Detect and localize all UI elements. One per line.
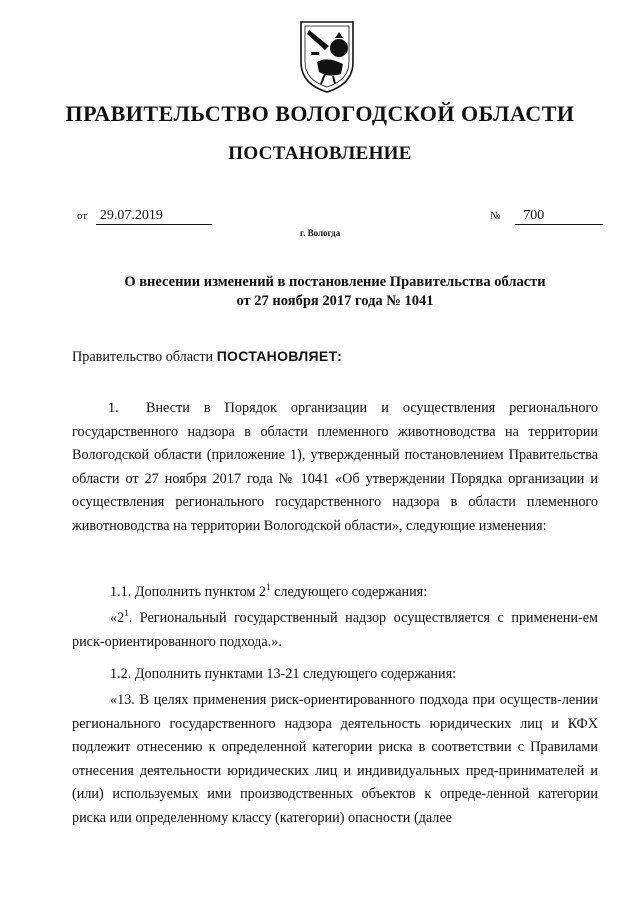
paragraph-1-1 xyxy=(72,581,598,605)
paragraph-1-number: 1. xyxy=(108,400,119,416)
coat-of-arms-icon xyxy=(295,18,359,94)
quote-point-2-1 xyxy=(72,607,598,654)
subject-line-1: О внесении изменений в постановление Правительства области xyxy=(124,274,546,290)
resolves-line xyxy=(72,345,598,370)
paragraph-1-2: 1.2. Дополнить пунктами 13-21 следующего содержания: xyxy=(110,666,457,682)
quote-2-open: «2 xyxy=(110,610,125,626)
paragraph-1-1-text: 1.1. Дополнить пунктом 2 xyxy=(110,584,267,600)
document-date xyxy=(77,208,212,225)
city-label: г. Вологда xyxy=(300,228,341,238)
date-prefix: от xyxy=(77,210,88,222)
subject-line-2: от 27 ноября 2017 года № 1041 xyxy=(236,293,434,309)
government-title: ПРАВИТЕЛЬСТВО ВОЛОГОДСКОЙ ОБЛАСТИ xyxy=(65,101,575,126)
quote-2-text: . Региональный государственный надзор осуществляется с применени-ем риск-ориентированного подхода.». xyxy=(72,610,598,650)
paragraph-1 xyxy=(72,397,598,538)
paragraph-1-1-sup: 1 xyxy=(266,582,271,592)
document-subject xyxy=(100,273,570,311)
number-value: 700 xyxy=(515,208,603,225)
number-prefix: № xyxy=(490,210,501,222)
document-type: ПОСТАНОВЛЕНИЕ xyxy=(228,143,412,164)
resolves-keyword: ПОСТАНОВЛЯЕТ: xyxy=(216,348,343,364)
paragraph-1-1-tail: следующего содержания: xyxy=(270,584,428,600)
resolves-prefix: Правительство области xyxy=(72,349,214,365)
quote-2-sup: 1 xyxy=(124,608,129,618)
date-value: 29.07.2019 xyxy=(96,208,212,225)
paragraph-1-text: Внести в Порядок организации и осуществления регионального государственного надзора в области племенного животноводства на территории Вологодской области (приложение 1), утвержденный постановлением Правительства области от 27 ноября 2017 года № 1041 «Об утверждении Порядка организации и осуществления регионального государственного надзора в области племенного животноводства на территории Вологодской области», следующие изменения: xyxy=(72,400,598,534)
quote-point-13: «13. В целях применения риск-ориентированного подхода при осуществ-лении регионального государственного надзора деятельность юридических лиц и КФХ подлежит отнесению к определенной категории риска в соответствии с Правилами отнесения деятельности юридических лиц и индивидуальных пред-принимателей и (или) используемых ими производственных объектов к опреде-ленной категории риска или определенному классу (категории) опасности (далее xyxy=(72,692,598,826)
document-number xyxy=(490,208,603,225)
